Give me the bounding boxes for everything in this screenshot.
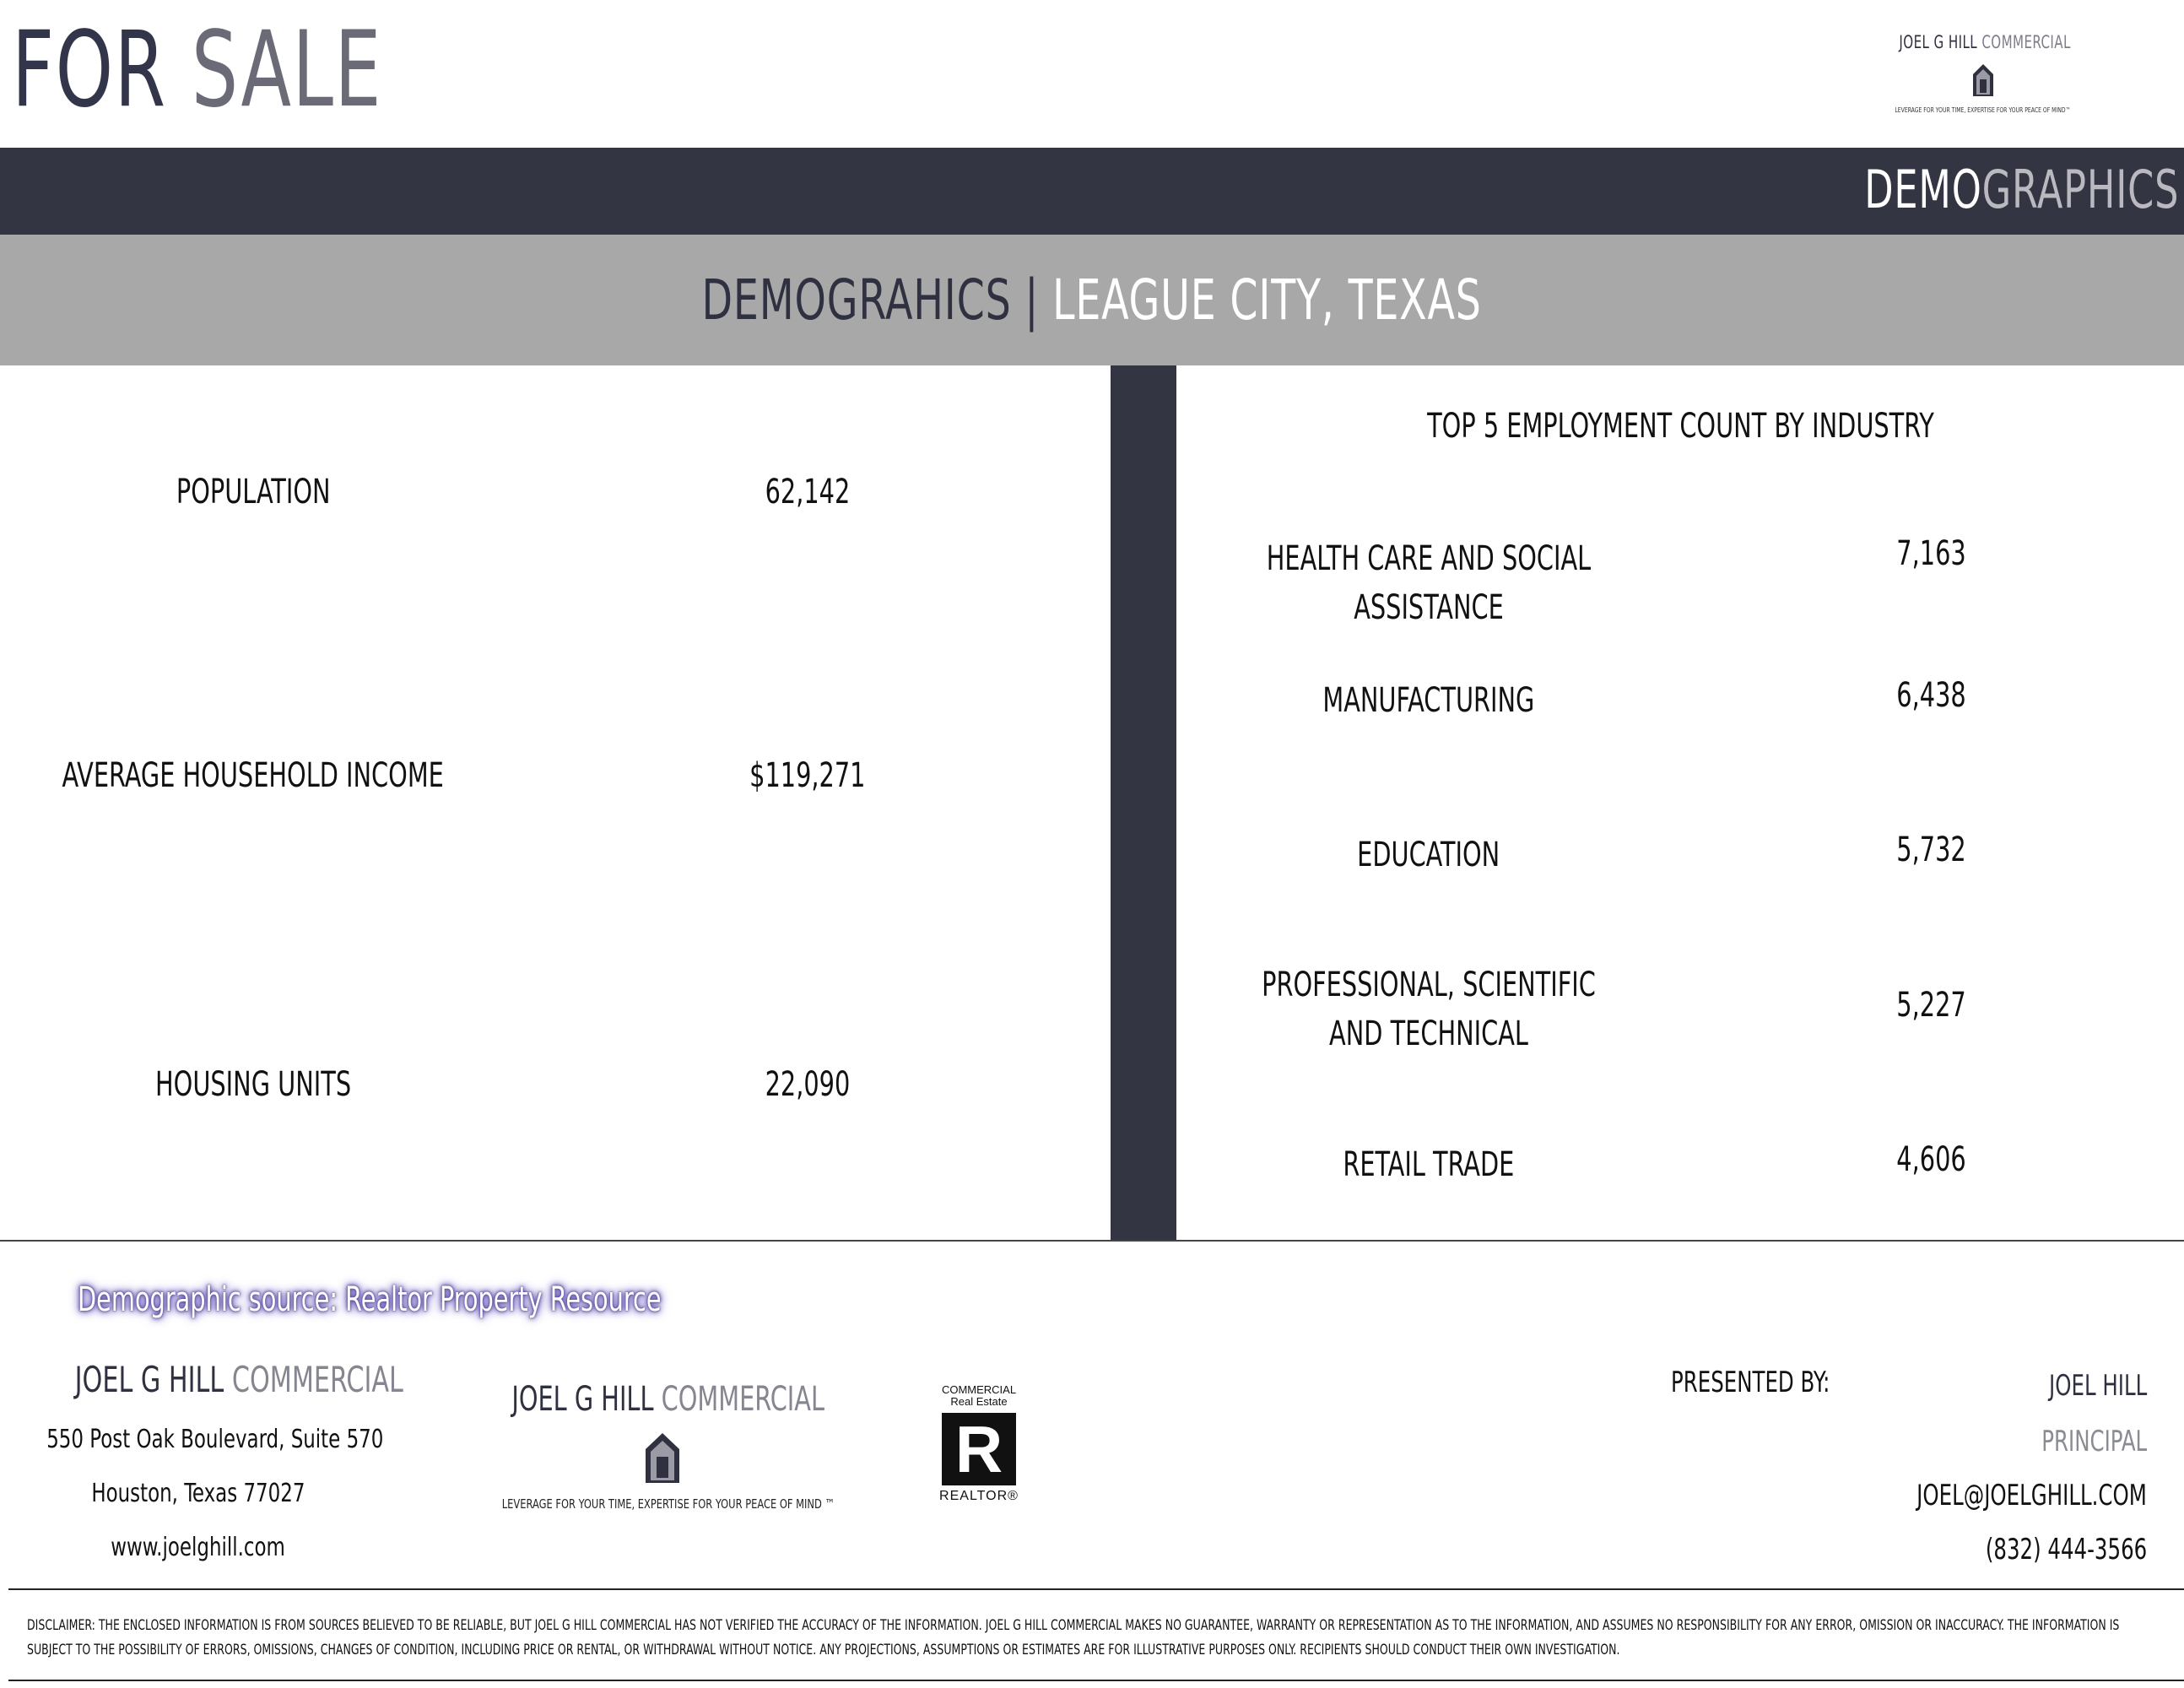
contact-email[interactable]: JOEL@JOELGHILL.COM (1916, 1479, 2147, 1512)
employment-label-health: HEALTH CARE AND SOCIAL ASSISTANCE (1266, 539, 1592, 627)
footer-company-b: COMMERCIAL (231, 1359, 403, 1400)
disclaimer-text: DISCLAIMER: THE ENCLOSED INFORMATION IS FROM SOURCES BELIEVED TO BE RELIABLE, BUT JOEL G HILL COMMERCIAL HAS NOT VERIFIED THE ACCURACY OF THE INFORMATION. JOEL G HILL COMMERCIAL MAKES NO GUARANTEE, WARRANTY OR REPRESENTATION AS TO THE INFORMATION, AND ASSUMES NO RESPONSIBILITY FOR ANY ERROR, OMISSION OR INACCURACY. THE INFORMATION IS SUBJECT TO THE POSSIBILITY OF ERRORS, OMISSIONS, CHANGES OF CONDITION, INCLUDING PRICE OR RENTAL, OR WITHDRAWAL WITHOUT NOTICE. ANY PROJECTIONS, ASSUMPTIONS OR ESTIMATES ARE FOR ILLUSTRATIVE PURPOSES ONLY. RECIPIENTS SHOULD CONDUCT THEIR OWN INVESTIGATION. (27, 1617, 2120, 1658)
demographic-source: Demographic source: Realtor Property Resource (78, 1280, 662, 1319)
stat-value-income: $119,271 (749, 756, 866, 795)
column-divider (1111, 365, 1176, 1241)
footer-company-a: JOEL G HILL (74, 1359, 224, 1400)
footer-logo-name (473, 1380, 852, 1419)
section-band (0, 148, 2184, 235)
for-sale-title (12, 9, 383, 131)
heading-part-b: LEAGUE CITY, TEXAS (1052, 268, 1483, 333)
stat-label-population: POPULATION (176, 473, 331, 511)
footer-rule (8, 1588, 2184, 1590)
stat-label-income: AVERAGE HOUSEHOLD INCOME (62, 756, 445, 795)
building-logo-icon (643, 1431, 682, 1483)
footer-logo-tagline: LEVERAGE FOR YOUR TIME, EXPERTISE FOR YOUR PEACE OF MIND ™ (501, 1496, 835, 1512)
employment-value-professional: 5,227 (1895, 986, 1966, 1025)
realtor-top-line1: COMMERCIAL (941, 1383, 1017, 1396)
content-bottom-rule (0, 1240, 2184, 1242)
employment-label-professional: PROFESSIONAL, SCIENTIFIC AND TECHNICAL (1262, 966, 1596, 1053)
footer-logo-name-a: JOEL G HILL (511, 1380, 654, 1419)
section-tab-title (1864, 154, 2179, 225)
header-logo-tagline: LEVERAGE FOR YOUR TIME, EXPERTISE FOR YOUR PEACE OF MIND™ (1895, 106, 2072, 114)
employment-value-health: 7,163 (1895, 534, 1966, 573)
contact-name: JOEL HILL (2048, 1369, 2147, 1403)
realtor-top-line2: Real Estate (950, 1395, 1008, 1408)
for-sale-word-2: SALE (191, 9, 383, 131)
header-logo (1878, 32, 2089, 116)
presented-by-label: PRESENTED BY: (1671, 1366, 1830, 1399)
employment-value-manufacturing: 6,438 (1895, 676, 1966, 715)
header-logo-name-a: JOEL G HILL (1899, 32, 1978, 52)
for-sale-word-1: FOR (12, 9, 167, 131)
footer-address-line1: 550 Post Oak Boulevard, Suite 570 (46, 1425, 384, 1454)
section-tab-part-a: DEMO (1863, 159, 1982, 220)
employment-title: TOP 5 EMPLOYMENT COUNT BY INDUSTRY (1426, 407, 1934, 446)
contact-title: PRINCIPAL (2041, 1425, 2147, 1458)
footer-logo-name-b: COMMERCIAL (661, 1380, 825, 1419)
realtor-logo (933, 1384, 1025, 1504)
stat-value-population: 62,142 (765, 473, 851, 511)
header-logo-name-b: COMMERCIAL (1981, 32, 2071, 52)
realtor-mark: R (954, 1412, 1003, 1486)
contact-phone[interactable]: (832) 444-3566 (1985, 1533, 2147, 1566)
building-logo-icon (1971, 62, 1995, 96)
footer-bottom-rule (8, 1680, 2184, 1681)
employment-value-education: 5,732 (1895, 830, 1966, 869)
page-heading (0, 235, 2184, 365)
footer-company-name (34, 1359, 403, 1400)
employment-label-retail: RETAIL TRADE (1343, 1145, 1515, 1184)
heading-part-a: DEMOGRAHICS | (701, 268, 1053, 333)
footer-address-line2: Houston, Texas 77027 (91, 1479, 305, 1508)
stat-value-housing: 22,090 (765, 1065, 851, 1104)
employment-label-manufacturing: MANUFACTURING (1322, 681, 1535, 720)
footer-logo (473, 1380, 852, 1512)
employment-label-education: EDUCATION (1357, 836, 1500, 874)
footer-website[interactable]: www.joelghill.com (111, 1533, 286, 1562)
employment-value-retail: 4,606 (1895, 1140, 1966, 1179)
realtor-bottom-text: REALTOR® (939, 1489, 1019, 1503)
stat-label-housing: HOUSING UNITS (154, 1065, 352, 1104)
realtor-r-icon (942, 1413, 1016, 1485)
header-logo-name (1899, 32, 2070, 52)
section-tab-part-b: GRAPHICS (1981, 159, 2179, 220)
